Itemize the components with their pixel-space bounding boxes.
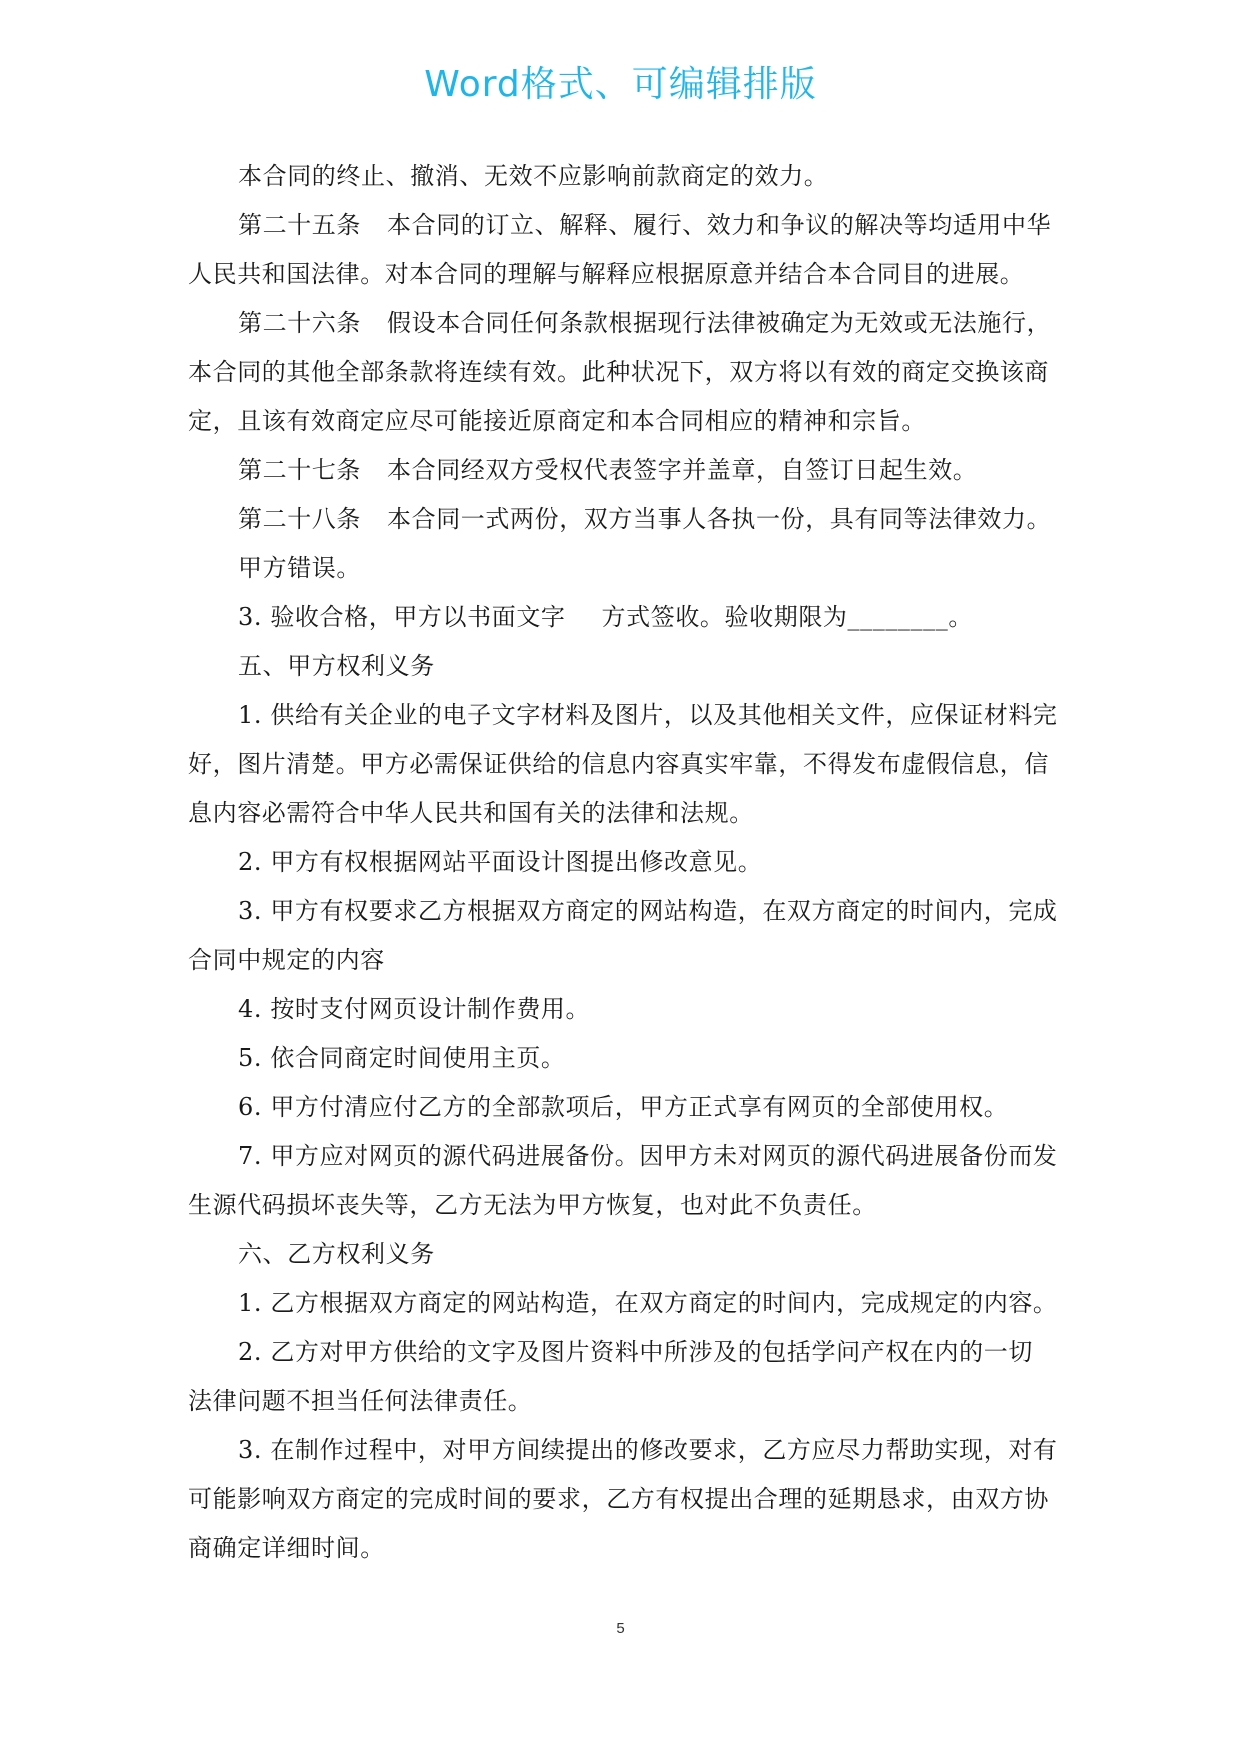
text-line bbox=[188, 1279, 1068, 1328]
text-line bbox=[188, 201, 1068, 250]
text-line bbox=[188, 1377, 1068, 1426]
line-text: 1. 供给有关企业的电子文字材料及图片，以及其他相关文件，应保证材料完 bbox=[238, 701, 1058, 729]
text-line bbox=[188, 1524, 1068, 1573]
line-text: 2. 甲方有权根据网站平面设计图提出修改意见。 bbox=[238, 848, 763, 876]
line-text: 4. 按时支付网页设计制作费用。 bbox=[238, 995, 591, 1023]
line-text: 人民共和国法律。对本合同的理解与解释应根据原意并结合本合同目的进展。 bbox=[188, 260, 1025, 288]
line-text: 本合同的终止、撤消、无效不应影响前款商定的效力。 bbox=[238, 162, 829, 190]
line-text: 本合同的其他全部条款将连续有效。此种状况下，双方将以有效的商定交换该商 bbox=[188, 358, 1049, 386]
text-line bbox=[188, 1083, 1068, 1132]
text-line bbox=[188, 936, 1068, 985]
line-text: 3. 在制作过程中，对甲方间续提出的修改要求，乙方应尽力帮助实现，对有 bbox=[238, 1436, 1058, 1464]
line-text: 6. 甲方付清应付乙方的全部款项后，甲方正式享有网页的全部使用权。 bbox=[238, 1093, 1009, 1121]
line-rest: 假设本合同任何条款根据现行法律被确定为无效或无法施行， bbox=[387, 309, 1052, 337]
text-line bbox=[188, 985, 1068, 1034]
line-text: 1. 乙方根据双方商定的网站构造，在双方商定的时间内，完成规定的内容。 bbox=[238, 1289, 1058, 1317]
line-rest: 本合同的订立、解释、履行、效力和争议的解决等均适用中华 bbox=[387, 211, 1052, 239]
text-line bbox=[188, 348, 1068, 397]
text-line bbox=[188, 446, 1068, 495]
line-text: 甲方错误。 bbox=[238, 554, 361, 582]
line-text: 商确定详细时间。 bbox=[188, 1534, 385, 1562]
text-line bbox=[188, 593, 1068, 642]
text-line bbox=[188, 250, 1068, 299]
text-line bbox=[188, 789, 1068, 838]
text-line bbox=[188, 152, 1068, 201]
line-text: 法律问题不担当任何法律责任。 bbox=[188, 1387, 533, 1415]
text-line bbox=[188, 1426, 1068, 1475]
line-text: 好，图片清楚。甲方必需保证供给的信息内容真实牢靠，不得发布虚假信息，信 bbox=[188, 750, 1049, 778]
text-line bbox=[188, 838, 1068, 887]
text-line bbox=[188, 1132, 1068, 1181]
line-text: 生源代码损坏丧失等，乙方无法为甲方恢复，也对此不负责任。 bbox=[188, 1191, 877, 1219]
line-text: 2. 乙方对甲方供给的文字及图片资料中所涉及的包括学问产权在内的一切 bbox=[238, 1338, 1033, 1366]
line-lead: 第二十六条 bbox=[238, 309, 361, 337]
text-line bbox=[188, 397, 1068, 446]
text-line bbox=[188, 1181, 1068, 1230]
text-line bbox=[188, 544, 1068, 593]
line-text: 合同中规定的内容 bbox=[188, 946, 385, 974]
text-line bbox=[188, 495, 1068, 544]
line-lead: 3. 验收合格，甲方以书面文字 bbox=[238, 603, 566, 631]
line-rest: 本合同经双方受权代表签字并盖章，自签订日起生效。 bbox=[387, 456, 978, 484]
text-line bbox=[188, 1034, 1068, 1083]
line-text: 可能影响双方商定的完成时间的要求，乙方有权提出合理的延期恳求，由双方协 bbox=[188, 1485, 1049, 1513]
line-text: 定，且该有效商定应尽可能接近原商定和本合同相应的精神和宗旨。 bbox=[188, 407, 926, 435]
page-number: 5 bbox=[616, 1620, 625, 1637]
text-line bbox=[188, 1475, 1068, 1524]
line-rest: 方式签收。验收期限为________。 bbox=[601, 603, 973, 631]
text-line bbox=[188, 642, 1068, 691]
line-text: 3. 甲方有权要求乙方根据双方商定的网站构造，在双方商定的时间内，完成 bbox=[238, 897, 1058, 925]
text-line bbox=[188, 691, 1068, 740]
page-header-title: Word格式、可编辑排版 bbox=[424, 64, 817, 105]
text-line bbox=[188, 299, 1068, 348]
line-lead: 第二十八条 bbox=[238, 505, 361, 533]
text-line bbox=[188, 740, 1068, 789]
document-body bbox=[188, 152, 1068, 1573]
text-line bbox=[188, 1328, 1068, 1377]
text-line bbox=[188, 887, 1068, 936]
line-lead: 第二十五条 bbox=[238, 211, 361, 239]
line-text: 五、甲方权利义务 bbox=[238, 652, 435, 680]
line-text: 7. 甲方应对网页的源代码进展备份。因甲方未对网页的源代码进展备份而发 bbox=[238, 1142, 1058, 1170]
line-text: 六、乙方权利义务 bbox=[238, 1240, 435, 1268]
text-line bbox=[188, 1230, 1068, 1279]
line-lead: 第二十七条 bbox=[238, 456, 361, 484]
line-text: 息内容必需符合中华人民共和国有关的法律和法规。 bbox=[188, 799, 754, 827]
line-text: 5. 依合同商定时间使用主页。 bbox=[238, 1044, 566, 1072]
line-rest: 本合同一式两份，双方当事人各执一份，具有同等法律效力。 bbox=[387, 505, 1052, 533]
